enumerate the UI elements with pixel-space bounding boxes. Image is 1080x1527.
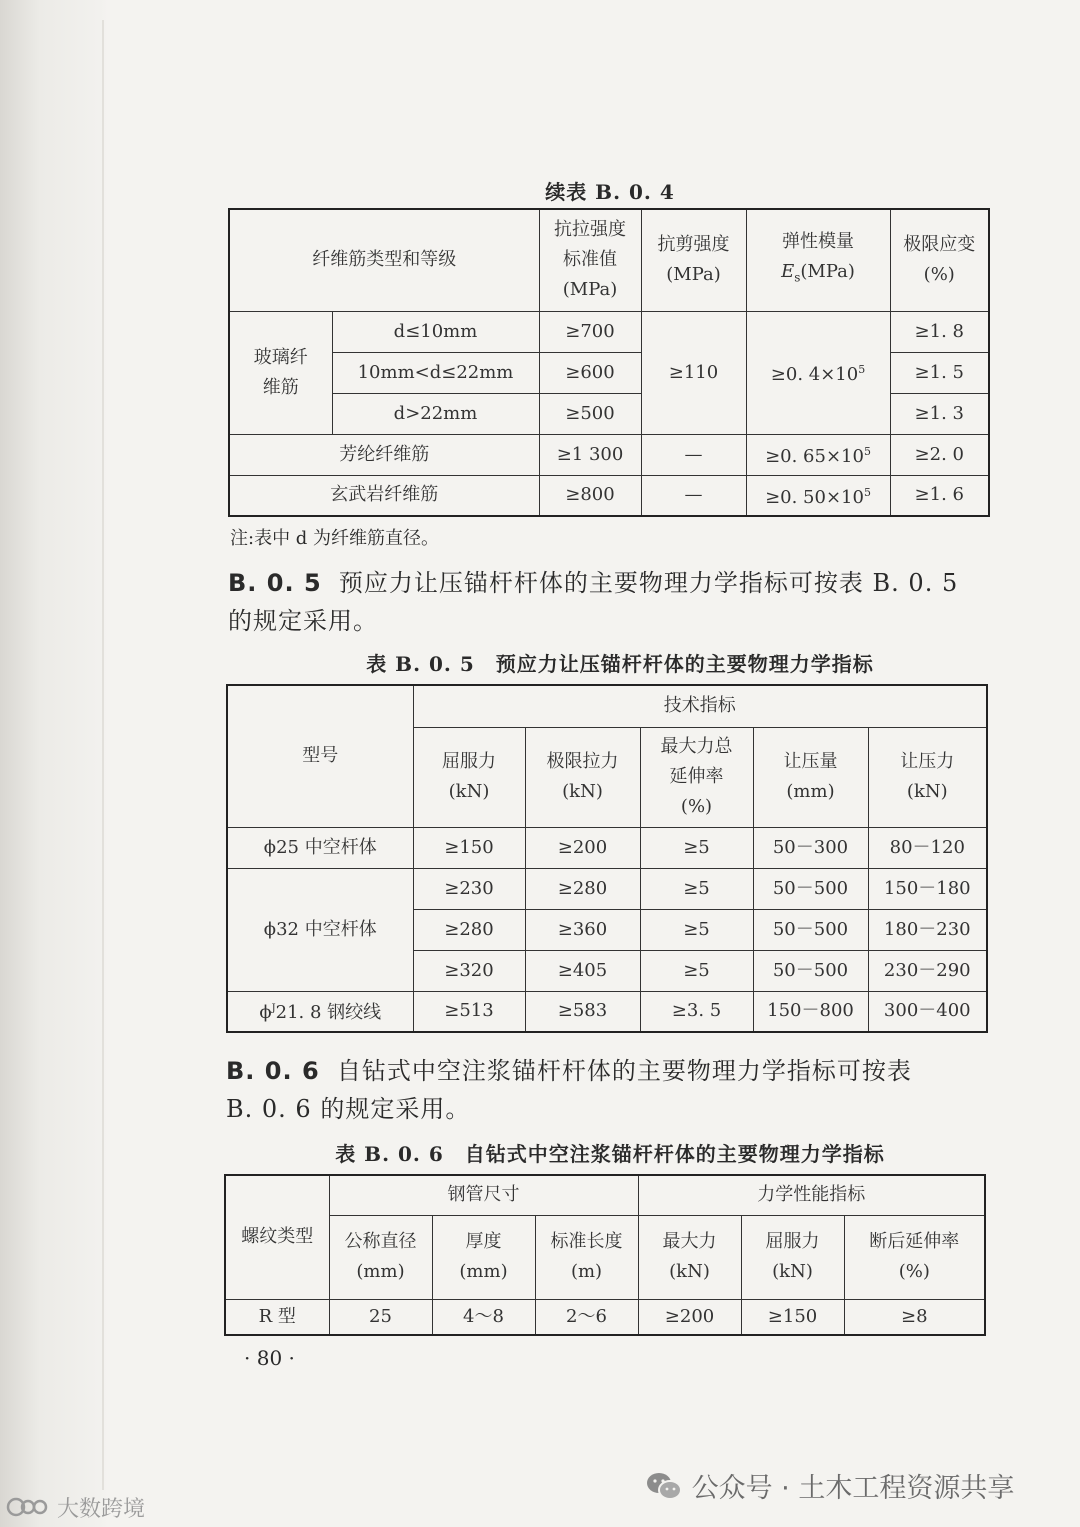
header-yield: 屈服力 (kN) xyxy=(741,1215,844,1299)
basalt-shear: — xyxy=(641,475,746,516)
header-yield-force: 让压力 (kN) xyxy=(868,727,987,827)
header-pipe-size: 钢管尺寸 xyxy=(329,1175,638,1215)
table-b06 xyxy=(224,1174,986,1336)
spine-line xyxy=(102,20,104,1490)
para-b05: B. 0. 5 预应力让压锚杆杆体的主要物理力学指标可按表 B. 0. 5 的规定采用。 xyxy=(228,569,959,635)
aramid-name: 芳纶纤维筋 xyxy=(229,434,539,475)
header-fiber-type: 纤维筋类型和等级 xyxy=(229,209,539,311)
basalt-tensile: ≥800 xyxy=(539,475,641,516)
basalt-name: 玄武岩纤维筋 xyxy=(229,475,539,516)
elongation: ≥8 xyxy=(844,1299,985,1335)
glass-grade: d≤10mm xyxy=(332,311,539,352)
model-25: ϕ25 中空杆体 xyxy=(227,827,413,868)
header-ultimate: 极限拉力 (kN) xyxy=(525,727,640,827)
ultimate: ≥280 xyxy=(525,868,640,909)
header-thickness: 厚度 (mm) xyxy=(432,1215,535,1299)
table-b05 xyxy=(226,684,988,1033)
basalt-strain: ≥1. 6 xyxy=(890,475,989,516)
watermark-left: 大数跨境 xyxy=(6,1492,145,1525)
ultimate: ≥583 xyxy=(525,991,640,1032)
table-b05-caption: 表 B. 0. 5 预应力让压锚杆杆体的主要物理力学指标 xyxy=(366,652,874,676)
header-elongation: 最大力总 延伸率 (%) xyxy=(640,727,753,827)
aramid-shear: — xyxy=(641,434,746,475)
elongation: ≥5 xyxy=(640,950,753,991)
watermark-right: 公众号 · 土木工程资源共享 xyxy=(645,1466,1014,1509)
length: 2～6 xyxy=(535,1299,638,1335)
table-b04-caption: 续表 B. 0. 4 xyxy=(545,180,675,204)
header-elongation: 断后延伸率 (%) xyxy=(844,1215,985,1299)
header-yield-amount: 让压量 (mm) xyxy=(753,727,868,827)
glass-shear: ≥110 xyxy=(641,311,746,434)
yield-force: 180－230 xyxy=(868,909,987,950)
model-strand: $\phi^J21$. 8 钢绞线 xyxy=(227,991,413,1032)
glass-tensile: ≥700 xyxy=(539,311,641,352)
yield-amount: 50－300 xyxy=(753,827,868,868)
header-max-force: 最大力 (kN) xyxy=(638,1215,741,1299)
glass-grade: d>22mm xyxy=(332,393,539,434)
elongation: ≥3. 5 xyxy=(640,991,753,1032)
header-modulus: 弹性模量 $E_s(MPa)$ xyxy=(746,209,890,311)
aramid-tensile: ≥1 300 xyxy=(539,434,641,475)
header-yield: 屈服力 (kN) xyxy=(413,727,525,827)
thickness: 4～8 xyxy=(432,1299,535,1335)
yield: ≥150 xyxy=(413,827,525,868)
yield: ≥280 xyxy=(413,909,525,950)
yield-amount: 50－500 xyxy=(753,909,868,950)
header-mechanical: 力学性能指标 xyxy=(638,1175,985,1215)
header-length: 标准长度 (m) xyxy=(535,1215,638,1299)
yield-amount: 50－500 xyxy=(753,950,868,991)
header-tensile: 抗拉强度 标准值 (MPa) xyxy=(539,209,641,311)
para-b06-number: B. 0. 6 xyxy=(226,1057,320,1085)
ultimate: ≥360 xyxy=(525,909,640,950)
table-b06-caption: 表 B. 0. 6 自钻式中空注浆锚杆杆体的主要物理力学指标 xyxy=(335,1142,885,1166)
diameter: 25 xyxy=(329,1299,432,1335)
yield-force: 80－120 xyxy=(868,827,987,868)
table-b04 xyxy=(228,208,990,517)
elongation: ≥5 xyxy=(640,868,753,909)
page-number: · 80 · xyxy=(244,1346,295,1370)
book-spine-shadow xyxy=(0,0,108,1527)
yield-amount: 150－800 xyxy=(753,991,868,1032)
glass-fiber-label: 玻璃纤 维筋 xyxy=(229,311,332,434)
ultimate: ≥200 xyxy=(525,827,640,868)
para-b06: B. 0. 6 自钻式中空注浆锚杆杆体的主要物理力学指标可按表 B. 0. 6 的规定采用。 xyxy=(226,1057,912,1123)
yield: ≥320 xyxy=(413,950,525,991)
yield: ≥150 xyxy=(741,1299,844,1335)
header-tech: 技术指标 xyxy=(413,685,987,727)
basalt-modulus: ≥0. $50\times 10^5$ xyxy=(746,475,890,516)
logo-icon xyxy=(6,1495,50,1525)
yield-amount: 50－500 xyxy=(753,868,868,909)
header-strain: 极限应变 (%) xyxy=(890,209,989,311)
yield: ≥513 xyxy=(413,991,525,1032)
table-b04-note: 注:表中 d 为纤维筋直径。 xyxy=(230,528,440,549)
glass-grade: 10mm<d≤22mm xyxy=(332,352,539,393)
yield-force: 300－400 xyxy=(868,991,987,1032)
aramid-strain: ≥2. 0 xyxy=(890,434,989,475)
para-b05-number: B. 0. 5 xyxy=(228,569,322,597)
glass-tensile: ≥500 xyxy=(539,393,641,434)
elongation: ≥5 xyxy=(640,909,753,950)
header-shear: 抗剪强度 (MPa) xyxy=(641,209,746,311)
wechat-icon xyxy=(645,1470,683,1509)
thread-type: R 型 xyxy=(225,1299,329,1335)
yield: ≥230 xyxy=(413,868,525,909)
header-thread-type: 螺纹类型 xyxy=(225,1175,329,1299)
header-model: 型号 xyxy=(227,685,413,827)
glass-tensile: ≥600 xyxy=(539,352,641,393)
elongation: ≥5 xyxy=(640,827,753,868)
glass-strain: ≥1. 3 xyxy=(890,393,989,434)
glass-strain: ≥1. 5 xyxy=(890,352,989,393)
model-32: ϕ32 中空杆体 xyxy=(227,868,413,991)
ultimate: ≥405 xyxy=(525,950,640,991)
header-diameter: 公称直径 (mm) xyxy=(329,1215,432,1299)
max-force: ≥200 xyxy=(638,1299,741,1335)
yield-force: 230－290 xyxy=(868,950,987,991)
aramid-modulus: ≥0. $65\times 10^5$ xyxy=(746,434,890,475)
yield-force: 150－180 xyxy=(868,868,987,909)
glass-modulus: ≥0. $4\times 10^5$ xyxy=(746,311,890,434)
glass-strain: ≥1. 8 xyxy=(890,311,989,352)
